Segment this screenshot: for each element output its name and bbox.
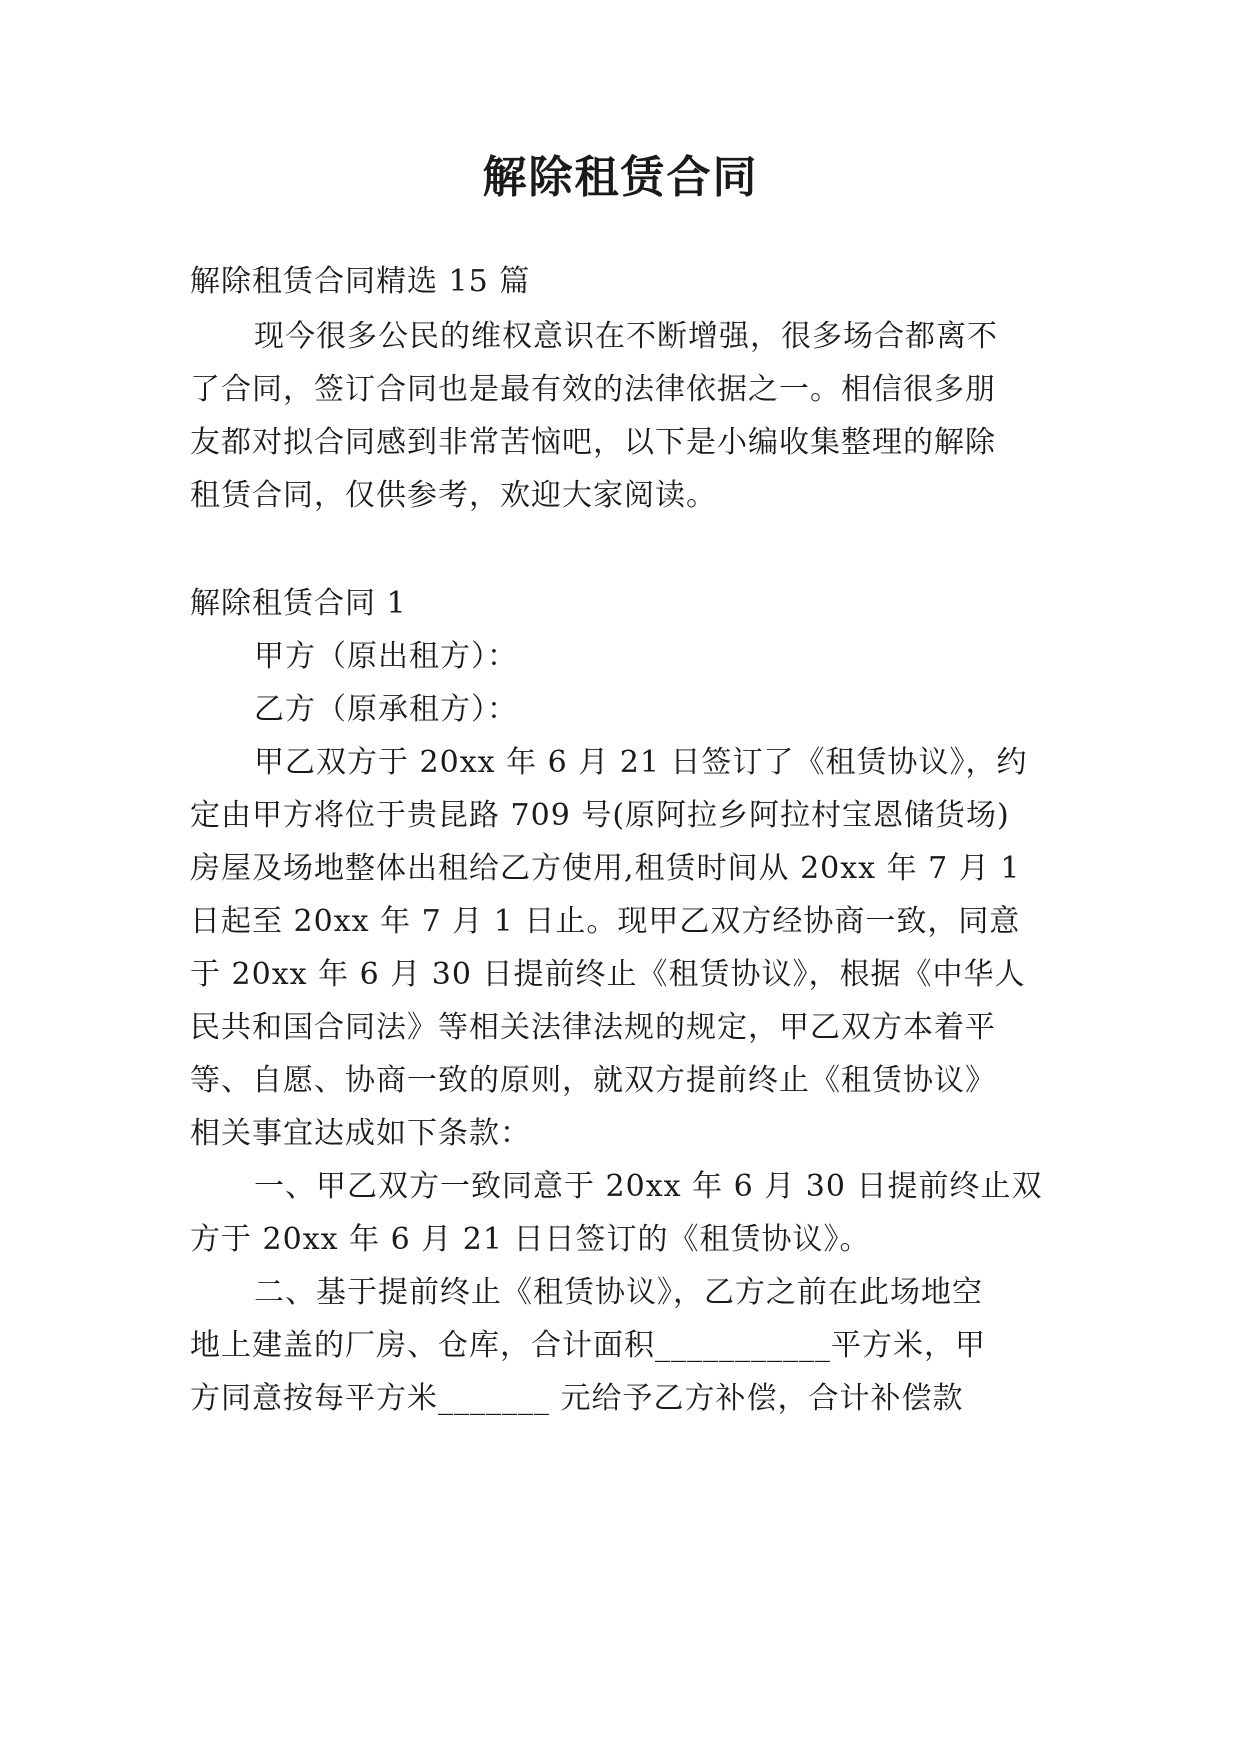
body-line: 定由甲方将位于贵昆路 709 号(原阿拉乡阿拉村宝恩储货场) bbox=[190, 798, 1010, 833]
clause-1-line: 一、甲乙双方一致同意于 20xx 年 6 月 30 日提前终止双 bbox=[254, 1169, 1043, 1204]
clause-2-line: 地上建盖的厂房、仓库，合计面积___________平方米，甲 bbox=[190, 1328, 986, 1363]
party-b-label: 乙方（原承租方）： bbox=[254, 692, 518, 727]
clause-2-line: 二、基于提前终止《租赁协议》，乙方之前在此场地空 bbox=[254, 1275, 983, 1310]
body-line: 房屋及场地整体出租给乙方使用,租赁时间从 20xx 年 7 月 1 bbox=[190, 851, 1021, 886]
document-title: 解除租赁合同 bbox=[482, 152, 759, 203]
body-line: 等、自愿、协商一致的原则，就双方提前终止《租赁协议》 bbox=[190, 1063, 996, 1098]
body-line: 相关事宜达成如下条款： bbox=[190, 1116, 531, 1151]
document-subtitle: 解除租赁合同精选 15 篇 bbox=[190, 264, 531, 299]
clause-1-line: 方于 20xx 年 6 月 21 日日签订的《租赁协议》。 bbox=[190, 1222, 871, 1257]
section-heading: 解除租赁合同 1 bbox=[190, 586, 407, 621]
party-a-label: 甲方（原出租方）： bbox=[254, 639, 518, 674]
intro-line: 了合同，签订合同也是最有效的法律依据之一。相信很多朋 bbox=[190, 372, 996, 407]
clause-2-line: 方同意按每平方米_______ 元给予乙方补偿，合计补偿款 bbox=[190, 1381, 964, 1416]
intro-line: 现今很多公民的维权意识在不断增强，很多场合都离不 bbox=[254, 319, 998, 354]
body-line: 民共和国合同法》等相关法律法规的规定，甲乙双方本着平 bbox=[190, 1010, 996, 1045]
body-line: 于 20xx 年 6 月 30 日提前终止《租赁协议》，根据《中华人 bbox=[190, 957, 1026, 992]
body-line: 甲乙双方于 20xx 年 6 月 21 日签订了《租赁协议》，约 bbox=[254, 745, 1028, 780]
intro-line: 友都对拟合同感到非常苦恼吧，以下是小编收集整理的解除 bbox=[190, 425, 996, 460]
body-line: 日起至 20xx 年 7 月 1 日止。现甲乙双方经协商一致，同意 bbox=[190, 904, 1021, 939]
intro-line: 租赁合同，仅供参考，欢迎大家阅读。 bbox=[190, 478, 717, 513]
